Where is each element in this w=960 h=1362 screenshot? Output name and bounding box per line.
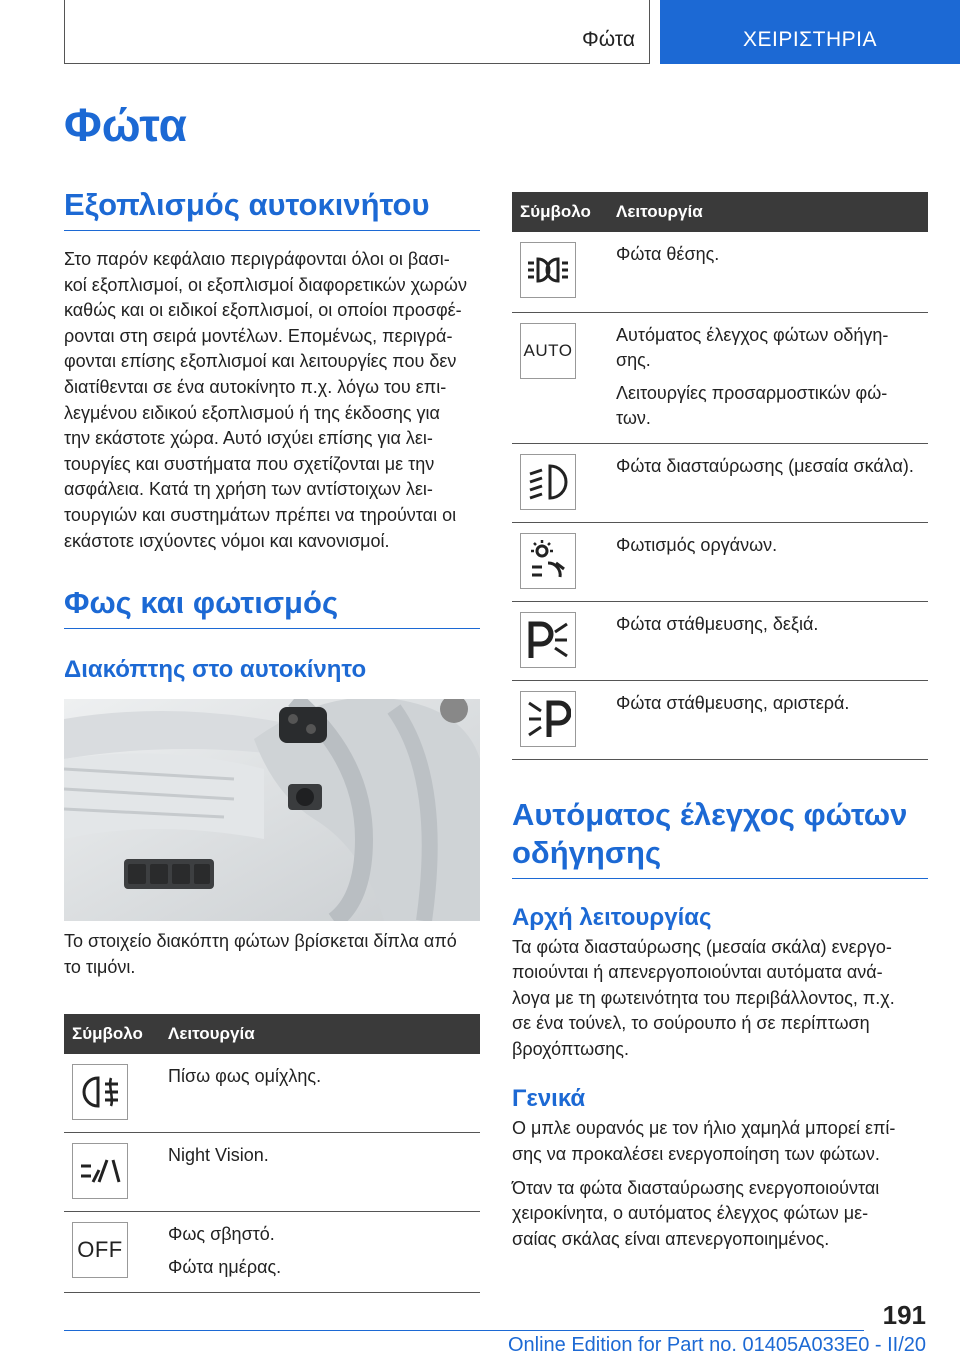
- text-line: Τα φώτα διασταύρωσης (μεσαία σκάλα) ενεργο-: [512, 936, 892, 957]
- text-line: Ο μπλε ουρανός με τον ήλιο χαμηλά μπορεί επί-: [512, 1118, 896, 1139]
- row-text: Φωτισμός οργάνων.: [616, 534, 778, 555]
- heading-auto-light: [512, 796, 928, 879]
- right-column: [512, 192, 928, 1252]
- column-header-symbol: Σύμβολο: [512, 192, 608, 232]
- auto-icon: AUTO: [520, 323, 576, 379]
- general-paragraph-2: [512, 1176, 928, 1253]
- table-row: [512, 522, 928, 601]
- table-row: [64, 1133, 480, 1212]
- switch-caption: [64, 929, 480, 980]
- column-header-function: Λειτουργία: [608, 192, 928, 232]
- general-paragraph-1: [512, 1116, 928, 1167]
- header-box: [64, 0, 650, 64]
- table-row: [64, 1054, 480, 1133]
- row-text: Φώτα στάθμευσης, αριστερά.: [616, 692, 850, 713]
- text-line: την εκάστοτε χώρα. Αυτό ισχύει επίσης για λει-: [64, 428, 433, 449]
- heading-line: οδήγησης: [512, 834, 662, 870]
- text-line: σης να προκαλέσει ενεργοποίηση των φώτων.: [512, 1144, 880, 1165]
- parking-light-left-icon: [520, 691, 576, 747]
- text-line: καθώς και οι ειδικοί εξοπλισμοί, οι οποίοι προσφέ-: [64, 300, 462, 321]
- text-line: εκάστοτε ισχύοντες νόμοι και κανονισμοί.: [64, 530, 390, 551]
- heading-light: Φως και φωτισμός: [64, 584, 480, 629]
- text-line: λεγμένου ειδικού εξοπλισμού ή της έκδοσης για: [64, 402, 440, 423]
- heading-equipment: Εξοπλισμός αυτοκινήτου: [64, 186, 480, 231]
- text-line: βροχόπτωσης.: [512, 1038, 629, 1059]
- heading-general: Γενικά: [512, 1085, 586, 1113]
- row-text: Αυτόματος έλεγχος φώτων οδήγη-σης.: [616, 324, 889, 370]
- column-header-function: Λειτουργία: [160, 1014, 480, 1054]
- text-line: ρονται στη σειρά μοντέλων. Επομένως, περιγρά-: [64, 325, 453, 346]
- low-beam-icon: [520, 454, 576, 510]
- text-line: Στο παρόν κεφάλαιο περιγράφονται όλοι οι βασι-: [64, 249, 450, 269]
- row-text: Φώτα θέσης.: [616, 244, 720, 264]
- off-icon: OFF: [72, 1222, 128, 1278]
- row-text: Night Vision.: [168, 1145, 269, 1166]
- column-header-symbol: Σύμβολο: [64, 1014, 160, 1054]
- heading-switch: Διακόπτης στο αυτοκίνητο: [64, 656, 367, 684]
- text-line: τουργιών και συστημάτων πρέπει να τηρούνται οι: [64, 504, 457, 525]
- instrument-lighting-icon: [520, 533, 576, 589]
- heading-principle: Αρχή λειτουργίας: [512, 903, 712, 931]
- table-row: [512, 601, 928, 680]
- text-line: ποιούνται ή απενεργοποιούνται αυτόματα ανά-: [512, 962, 883, 983]
- text-line: ασφάλεια. Κατά τη χρήση των αντίστοιχων λει-: [64, 479, 433, 500]
- night-vision-icon: [72, 1143, 128, 1199]
- switch-photo: [64, 699, 480, 921]
- parking-lights-icon: [520, 242, 576, 298]
- row-text: Φως σβηστό.: [168, 1224, 275, 1245]
- row-text: Λειτουργίες προσαρμοστικών φώ-των.: [616, 382, 888, 428]
- text-line: Όταν τα φώτα διασταύρωσης ενεργοποιούνται: [512, 1177, 880, 1198]
- rear-fog-light-icon: [72, 1064, 128, 1120]
- page-number: 191: [882, 1300, 926, 1330]
- row-text: Φώτα στάθμευσης, δεξιά.: [616, 613, 819, 634]
- text-line: Το στοιχείο διακόπτη φώτων βρίσκεται δίπλα από: [64, 931, 457, 952]
- text-line: το τιμόνι.: [64, 956, 136, 977]
- text-line: διατίθενται σε ένα αυτοκίνητο π.χ. λόγω του επι-: [64, 376, 447, 397]
- footer-edition: Online Edition for Part no. 01405A033E0 - II/20: [507, 1334, 926, 1356]
- table-row: [512, 680, 928, 759]
- table-row: [512, 232, 928, 312]
- table-row: [512, 443, 928, 522]
- left-column: [64, 186, 480, 1293]
- table-row: [64, 1212, 480, 1293]
- text-line: φονται επίσης εξοπλισμοί και λειτουργίες που δεν: [64, 351, 457, 372]
- text-line: τουργίες και συστήματα που σχετίζονται με την: [64, 453, 435, 474]
- table-row: [512, 312, 928, 443]
- header-section-tab: ΧΕΙΡΙΣΤΗΡΙΑ: [660, 0, 960, 64]
- symbol-table-left: [64, 1014, 480, 1293]
- text-line: σε ένα τούνελ, το σούρουπο ή σε περίπτωση: [512, 1013, 870, 1034]
- principle-paragraph: [512, 935, 928, 1063]
- dashboard-illustration: [64, 699, 480, 921]
- page-title: Φώτα: [64, 99, 187, 151]
- heading-line: Αυτόματος έλεγχος φώτων: [512, 796, 908, 832]
- row-text: Φώτα ημέρας.: [168, 1257, 282, 1278]
- text-line: λογα με τη φωτεινότητα του περιβάλλοντος, π.χ.: [512, 987, 895, 1008]
- symbol-table-right: [512, 192, 928, 760]
- text-line: κοί εξοπλισμοί, οι εξοπλισμοί διαφορετικών χωρών: [64, 274, 467, 295]
- row-text: Φώτα διασταύρωσης (μεσαία σκάλα).: [616, 455, 914, 476]
- equipment-paragraph: [64, 247, 480, 554]
- text-line: χειροκίνητα, ο αυτόματος έλεγχος φώτων με-: [512, 1203, 869, 1224]
- parking-light-right-icon: [520, 612, 576, 668]
- text-line: σαίας σκάλας είναι απενεργοποιημένος.: [512, 1228, 830, 1249]
- row-text: Πίσω φως ομίχλης.: [168, 1066, 322, 1087]
- footer-divider: [64, 1330, 864, 1331]
- header-title: Φώτα: [582, 28, 635, 51]
